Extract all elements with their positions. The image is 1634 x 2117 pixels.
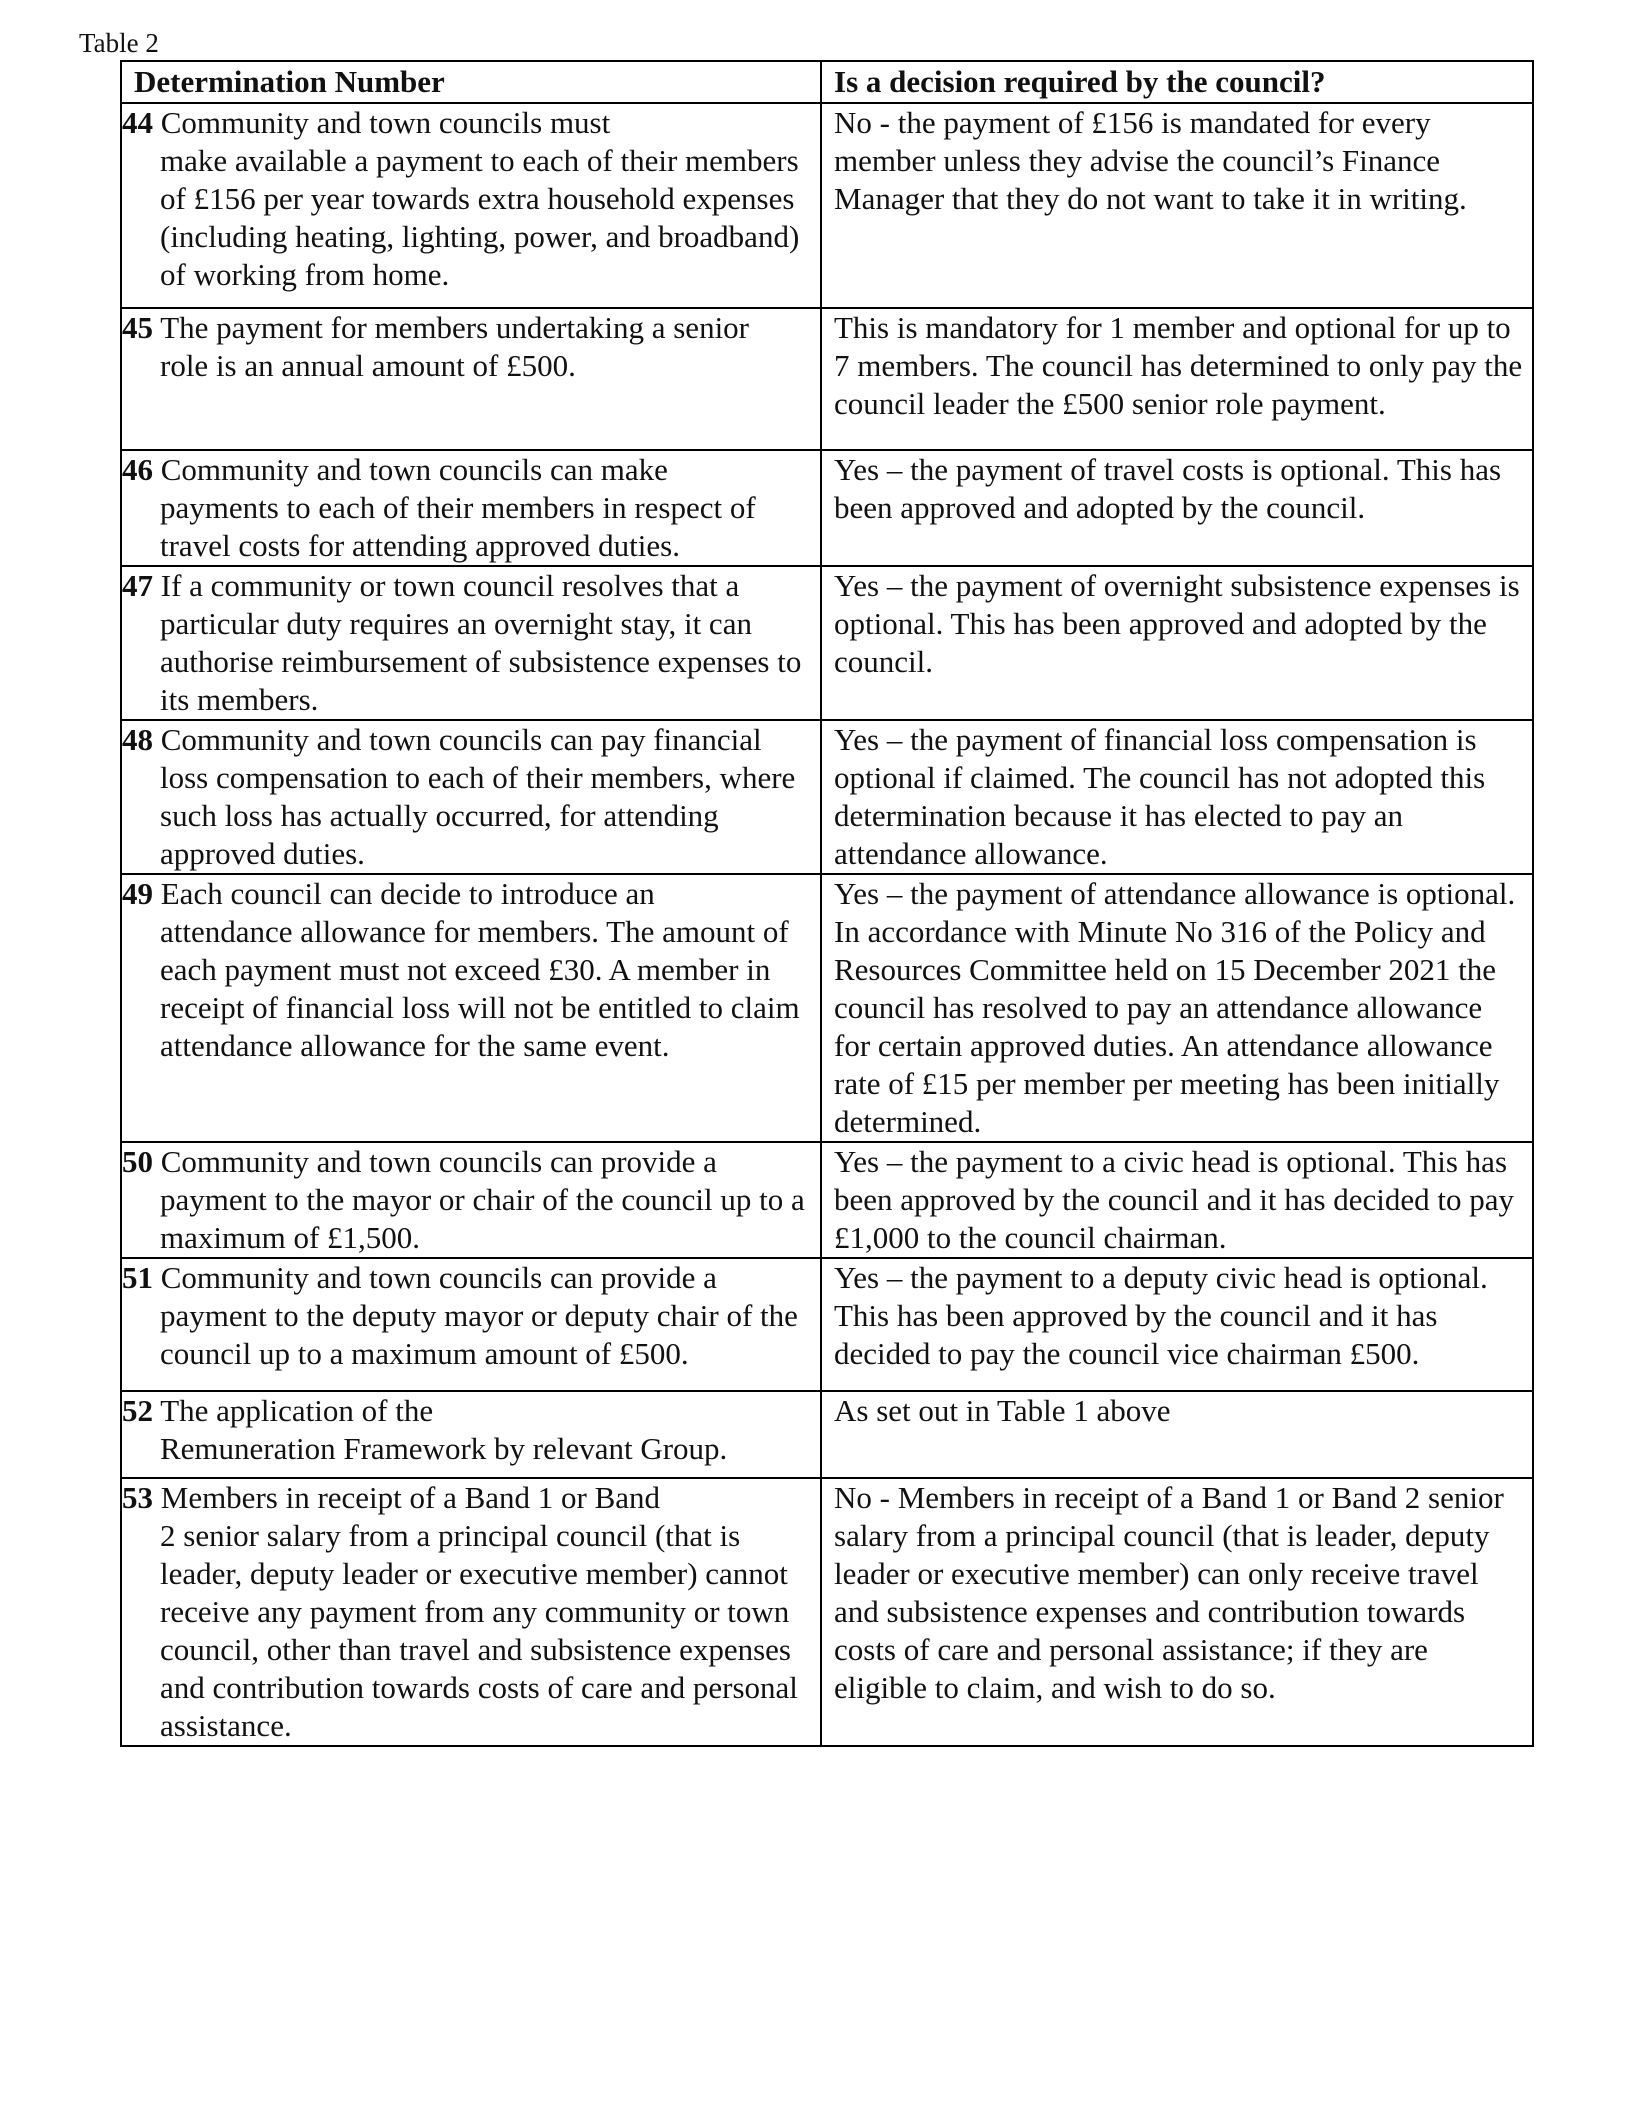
determination-number: 46	[122, 452, 153, 487]
determination-text: payment to the mayor or chair of the council up to a maximum of £1,500.	[160, 1182, 805, 1255]
determination-first-line	[122, 1259, 814, 1297]
table-row	[121, 1391, 1533, 1478]
decision-text: This is mandatory for 1 member and optional for up to 7 members. The council has determined to only pay the council leader the £500 senior role payment.	[834, 310, 1523, 421]
determination-number: 53	[122, 1480, 153, 1515]
decision-cell	[821, 874, 1533, 1142]
determination-first-line	[122, 875, 814, 913]
decision-text: Yes – the payment of travel costs is optional. This has been approved and adopted by the council.	[834, 452, 1502, 525]
table-row	[121, 1142, 1533, 1258]
determination-cell	[121, 1478, 821, 1746]
decision-text: Yes – the payment of overnight subsistence expenses is optional. This has been approved and adopted by the council.	[834, 568, 1520, 679]
header-row	[121, 61, 1533, 103]
determination-cell	[121, 874, 821, 1142]
table-row	[121, 308, 1533, 450]
decision-text: Yes – the payment of financial loss compensation is optional if claimed. The council has not adopted this determination because it has elected to pay an attendance allowance.	[834, 722, 1486, 871]
determination-number: 45	[122, 310, 153, 345]
determination-text: particular duty requires an overnight stay, it can authorise reimbursement of subsistence expenses to its members.	[160, 606, 802, 717]
determination-cell	[121, 720, 821, 874]
table-row	[121, 1258, 1533, 1391]
determination-text: role is an annual amount of £500.	[160, 348, 576, 383]
decision-text: Yes – the payment to a deputy civic head is optional. This has been approved by the council and it has decided to pay the council vice chairman £500.	[834, 1260, 1488, 1371]
decision-text: In accordance with Minute No 316 of the Policy and Resources Committee held on 15 December 2021 the council has resolved to pay an attendance allowance for certain approved duties. An attendance allowance rate of £15 per member per meeting has been initially determined.	[834, 914, 1500, 1139]
determination-cell	[121, 566, 821, 720]
determination-number: 47	[122, 568, 153, 603]
determination-number: 44	[122, 105, 153, 140]
decision-cell	[821, 1258, 1533, 1391]
table-row	[121, 566, 1533, 720]
table-row	[121, 1478, 1533, 1746]
decision-cell	[821, 1478, 1533, 1746]
determination-text: payments to each of their members in respect of travel costs for attending approved duties.	[160, 490, 756, 563]
determination-cell	[121, 1391, 821, 1478]
determination-number: 50	[122, 1144, 153, 1179]
determination-number: 51	[122, 1260, 153, 1295]
determination-text-start: Community and town councils can provide a	[160, 1260, 717, 1295]
determination-text: loss compensation to each of their members, where such loss has actually occurred, for attending approved duties.	[160, 760, 796, 871]
determination-first-line	[122, 1392, 814, 1430]
determination-first-line	[122, 721, 814, 759]
determination-text: Remuneration Framework by relevant Group.	[160, 1431, 728, 1466]
decision-cell	[821, 566, 1533, 720]
determination-cell	[121, 1142, 821, 1258]
decision-text: No - Members in receipt of a Band 1 or Band 2 senior salary from a principal council (that is leader, deputy leader or executive member) can only receive travel and subsistence expenses and contribution towards costs of care and personal assistance; if they are eligible to claim, and wish to do so.	[834, 1480, 1504, 1705]
determination-number: 49	[122, 876, 153, 911]
determination-text-start: Community and town councils can make	[160, 452, 668, 487]
table-row	[121, 874, 1533, 1142]
determination-text-start: Community and town councils must	[160, 105, 611, 140]
determination-cell	[121, 308, 821, 450]
determination-text-start: Each council can decide to introduce an	[160, 876, 655, 911]
determination-cell	[121, 450, 821, 566]
determination-first-line	[122, 1479, 814, 1517]
determination-first-line	[122, 1143, 814, 1181]
determination-cell	[121, 103, 821, 308]
determinations-table	[120, 60, 1534, 1747]
determination-text-start: Members in receipt of a Band 1 or Band	[160, 1480, 661, 1515]
determination-text: payment to the deputy mayor or deputy chair of the council up to a maximum amount of £500.	[160, 1298, 798, 1371]
decision-cell	[821, 308, 1533, 450]
determination-text: 2 senior salary from a principal council (that is leader, deputy leader or executive member) cannot receive any payment from any community or town council, other than travel and subsistence expenses and contribution towards costs of care and personal assistance.	[160, 1518, 798, 1743]
table-body	[121, 103, 1533, 1746]
header-decision-required: Is a decision required by the council?	[821, 61, 1533, 103]
determination-text-start: Community and town councils can provide a	[160, 1144, 717, 1179]
table-row	[121, 103, 1533, 308]
decision-cell	[821, 1142, 1533, 1258]
decision-text: Yes – the payment to a civic head is optional. This has been approved by the council and it has decided to pay £1,000 to the council chairman.	[834, 1144, 1515, 1255]
decision-cell	[821, 450, 1533, 566]
determination-number: 48	[122, 722, 153, 757]
determination-text-start: The payment for members undertaking a senior	[160, 310, 750, 345]
determination-text-start: Community and town councils can pay financial	[160, 722, 762, 757]
determination-text: make available a payment to each of their members of £156 per year towards extra household expenses (including heating, lighting, power, and broadband) of working from home.	[160, 143, 800, 292]
decision-text: Yes – the payment of attendance allowance is optional.	[834, 876, 1516, 911]
table-caption: Table 2	[79, 28, 159, 58]
determination-cell	[121, 1258, 821, 1391]
determination-text-start: The application of the	[160, 1393, 434, 1428]
determination-first-line	[122, 104, 814, 142]
header-determination-number: Determination Number	[121, 61, 821, 103]
determination-text-start: If a community or town council resolves that a	[160, 568, 740, 603]
decision-text: As set out in Table 1 above	[834, 1393, 1171, 1428]
determination-first-line	[122, 451, 814, 489]
determination-first-line	[122, 309, 814, 347]
determination-text: attendance allowance for members. The amount of each payment must not exceed £30. A member in receipt of financial loss will not be entitled to claim attendance allowance for the same event.	[160, 914, 800, 1063]
determination-first-line	[122, 567, 814, 605]
determination-number: 52	[122, 1393, 153, 1428]
decision-text: No - the payment of £156 is mandated for every member unless they advise the council’s Finance Manager that they do not want to take it in writing.	[834, 105, 1467, 216]
decision-cell	[821, 1391, 1533, 1478]
decision-cell	[821, 103, 1533, 308]
table-row	[121, 720, 1533, 874]
table-row	[121, 450, 1533, 566]
decision-cell	[821, 720, 1533, 874]
